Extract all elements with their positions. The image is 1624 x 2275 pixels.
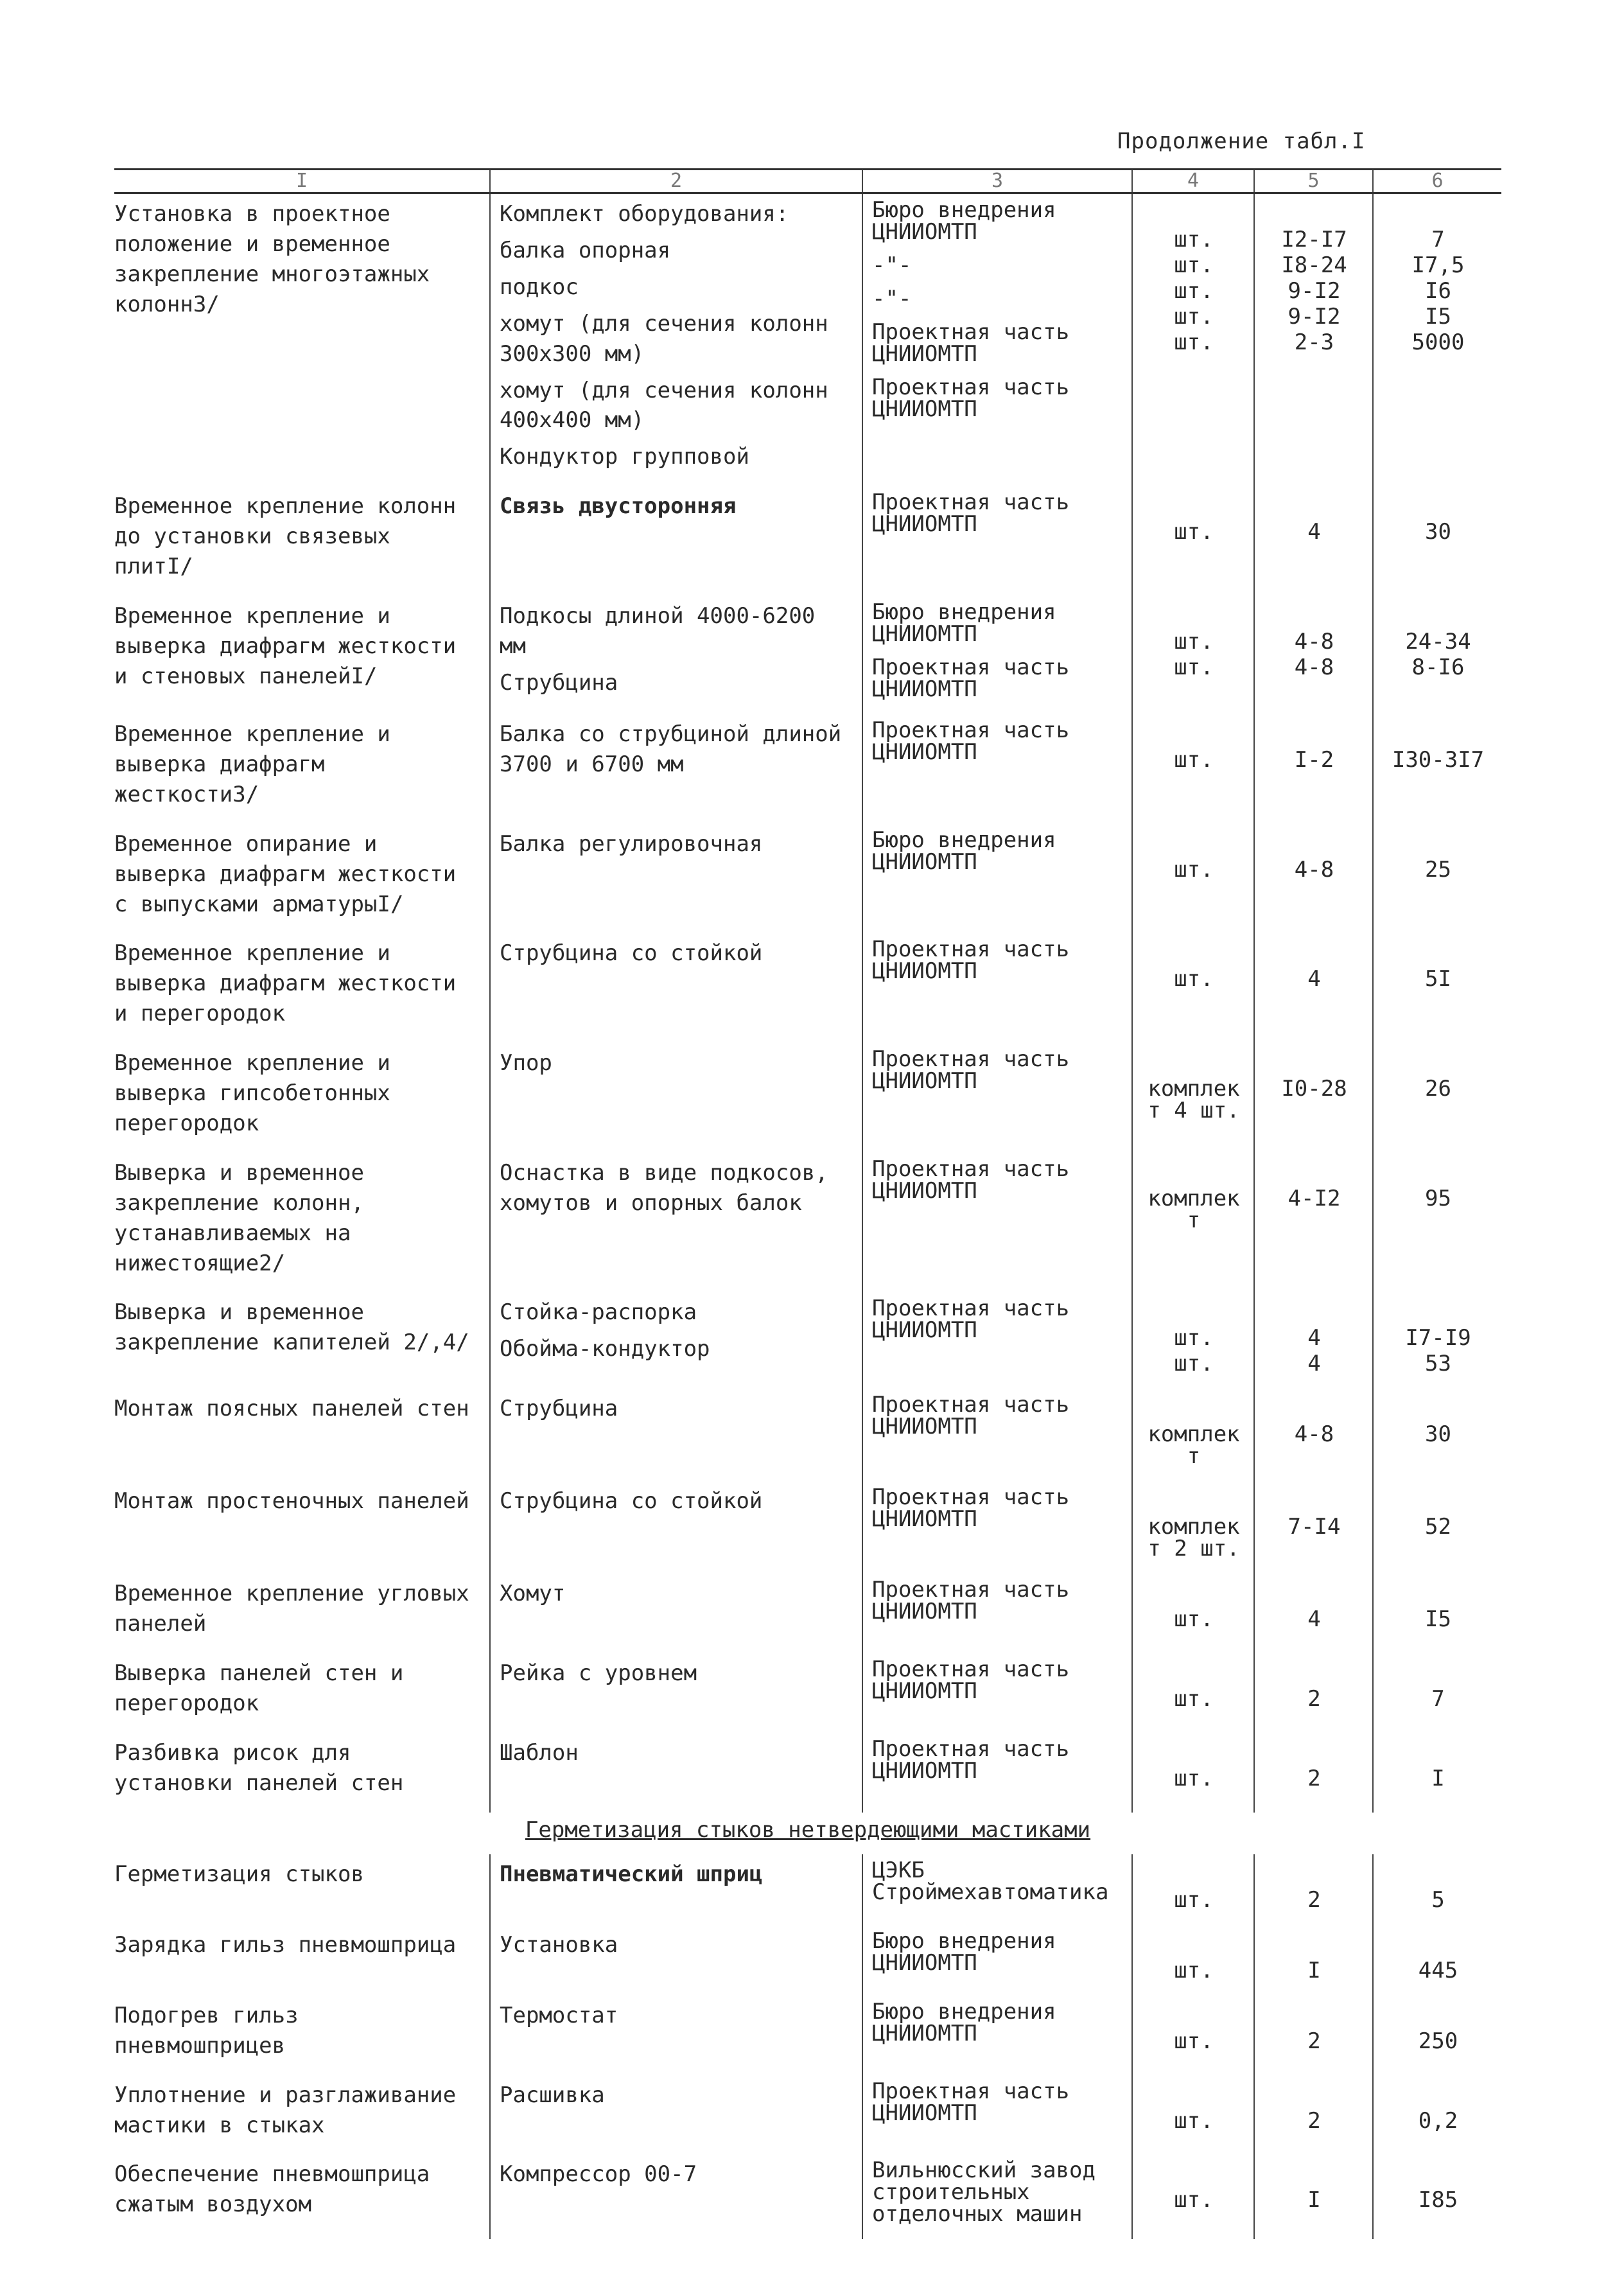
developer-organization: Проектная часть ЦНИИОМТП bbox=[872, 489, 1070, 538]
unit-of-measure: шт. bbox=[1174, 1351, 1214, 1377]
cost-value: 53 bbox=[1425, 1351, 1451, 1377]
developer-organization-cell bbox=[862, 1854, 1132, 1925]
quantity-cell bbox=[1254, 1043, 1373, 1153]
equipment-name-cell bbox=[490, 1389, 862, 1481]
unit-of-measure-cell bbox=[1132, 596, 1254, 714]
equipment-name-cell bbox=[490, 2075, 862, 2155]
equipment-name-cell bbox=[490, 1153, 862, 1293]
column-number: 2 bbox=[490, 170, 862, 193]
table-row bbox=[114, 1854, 1501, 1925]
developer-organization-cell bbox=[862, 1389, 1132, 1481]
developer-organization: Проектная часть ЦНИИОМТП bbox=[872, 1577, 1070, 1625]
cost-value-cell bbox=[1373, 2075, 1501, 2155]
developer-organization: Проектная часть ЦНИИОМТП bbox=[872, 2078, 1070, 2126]
cost-value: 26 bbox=[1425, 1076, 1451, 1102]
unit-of-measure-cell bbox=[1132, 1733, 1254, 1813]
equipment-name: Упор bbox=[500, 1050, 552, 1076]
developer-organization: Проектная часть ЦНИИОМТП bbox=[872, 717, 1070, 765]
developer-organization: -"- bbox=[872, 252, 912, 278]
quantity: 2 bbox=[1307, 1766, 1321, 1792]
work-description: Временное опирание и выверка диафрагм жесткости с выпусками арматурыI/ bbox=[114, 830, 457, 917]
unit-of-measure: комплект 2 шт. bbox=[1148, 1514, 1240, 1562]
work-description: Зарядка гильз пневмошприца bbox=[114, 1931, 457, 1958]
work-description: Уплотнение и разглаживание мастики в стыках bbox=[114, 2082, 457, 2138]
developer-organization: Проектная часть ЦНИИОМТП bbox=[872, 1392, 1070, 1440]
quantity: 2 bbox=[1307, 1886, 1321, 1913]
quantity: 4 bbox=[1307, 966, 1321, 992]
quantity: I bbox=[1307, 1957, 1321, 1983]
developer-organization: Проектная часть ЦНИИОМТП bbox=[872, 1155, 1070, 1204]
developer-organization-cell bbox=[862, 1043, 1132, 1153]
developer-organization-cell bbox=[862, 193, 1132, 487]
unit-of-measure-cell bbox=[1132, 933, 1254, 1043]
equipment-name: Рейка с уровнем bbox=[500, 1660, 697, 1687]
cost-value-cell bbox=[1373, 1481, 1501, 1574]
equipment-name: Пневматический шприц bbox=[500, 1861, 763, 1887]
quantity-cell bbox=[1254, 714, 1373, 824]
unit-of-measure: шт. bbox=[1174, 1325, 1214, 1351]
equipment-table bbox=[114, 168, 1501, 2239]
work-description: Временное крепление и выверка диафрагм жесткости и стеновых панелейI/ bbox=[114, 602, 457, 689]
cost-value-cell bbox=[1373, 714, 1501, 824]
cost-value-cell bbox=[1373, 2154, 1501, 2239]
equipment-name-cell bbox=[490, 1481, 862, 1574]
equipment-name-cell bbox=[490, 1733, 862, 1813]
cost-value: 52 bbox=[1425, 1514, 1451, 1540]
equipment-name-cell bbox=[490, 1574, 862, 1653]
quantity: 9-I2 bbox=[1288, 304, 1341, 329]
equipment-name: Хомут bbox=[500, 1581, 566, 1607]
cost-value-cell bbox=[1373, 596, 1501, 714]
unit-of-measure: шт. bbox=[1174, 2187, 1214, 2213]
work-description: Установка в проектное положение и временное закрепление многоэтажных колонн3/ bbox=[114, 201, 430, 317]
cost-value: I6 bbox=[1425, 278, 1451, 304]
table-row bbox=[114, 1574, 1501, 1653]
equipment-name-cell bbox=[490, 1925, 862, 1996]
quantity-cell bbox=[1254, 1854, 1373, 1925]
table-row bbox=[114, 933, 1501, 1043]
table-body-sealing bbox=[114, 1854, 1501, 2240]
cost-value: I5 bbox=[1425, 304, 1451, 329]
developer-organization: ЦЭКБ Строймехавтоматика bbox=[872, 1857, 1109, 1905]
unit-of-measure: шт. bbox=[1174, 304, 1214, 329]
equipment-name: Балка со струбциной длиной 3700 и 6700 мм bbox=[500, 721, 842, 777]
table-row bbox=[114, 1043, 1501, 1153]
unit-of-measure: шт. bbox=[1174, 2107, 1214, 2134]
developer-organization-cell bbox=[862, 2075, 1132, 2155]
work-description: Временное крепление колонн до установки связевых плитI/ bbox=[114, 493, 457, 580]
developer-organization-cell bbox=[862, 1153, 1132, 1293]
quantity: 4-8 bbox=[1294, 654, 1334, 680]
unit-of-measure-cell bbox=[1132, 1854, 1254, 1925]
equipment-name-cell bbox=[490, 1653, 862, 1733]
developer-organization-cell bbox=[862, 1996, 1132, 2075]
unit-of-measure: шт. bbox=[1174, 1766, 1214, 1792]
quantity-cell bbox=[1254, 193, 1373, 487]
equipment-name: хомут (для сечения колонн 400х400 мм) bbox=[500, 377, 828, 434]
unit-of-measure: шт. bbox=[1174, 856, 1214, 883]
cost-value-cell bbox=[1373, 1153, 1501, 1293]
table-row bbox=[114, 1733, 1501, 1813]
cost-value: I bbox=[1431, 1766, 1445, 1792]
unit-of-measure: шт. bbox=[1174, 2028, 1214, 2054]
quantity-cell bbox=[1254, 1733, 1373, 1813]
developer-organization: Бюро внедрения ЦНИИОМТП bbox=[872, 599, 1056, 647]
work-description: Монтаж поясных панелей стен bbox=[114, 1396, 469, 1422]
unit-of-measure-cell bbox=[1132, 824, 1254, 934]
equipment-name: Стойка-распорка bbox=[500, 1299, 697, 1326]
cost-value: 445 bbox=[1418, 1957, 1458, 1983]
table-row bbox=[114, 824, 1501, 934]
table-row bbox=[114, 1389, 1501, 1481]
developer-organization: -"- bbox=[872, 286, 912, 312]
developer-organization-cell bbox=[862, 1481, 1132, 1574]
quantity-cell bbox=[1254, 1925, 1373, 1996]
cost-value-cell bbox=[1373, 193, 1501, 487]
equipment-name: хомут (для сечения колонн 300х300 мм) bbox=[500, 310, 828, 367]
quantity-cell bbox=[1254, 1292, 1373, 1389]
cost-value: 5000 bbox=[1411, 329, 1465, 355]
unit-of-measure: шт. bbox=[1174, 628, 1214, 654]
column-number: 4 bbox=[1132, 170, 1254, 193]
equipment-name: Кондуктор групповой bbox=[500, 444, 749, 470]
quantity: 7-I4 bbox=[1288, 1514, 1341, 1540]
cost-value: I7-I9 bbox=[1405, 1325, 1471, 1351]
unit-of-measure: шт. bbox=[1174, 966, 1214, 992]
cost-value: I5 bbox=[1425, 1606, 1451, 1633]
cost-value: I30-3I7 bbox=[1392, 746, 1485, 773]
quantity-cell bbox=[1254, 1653, 1373, 1733]
cost-value-cell bbox=[1373, 824, 1501, 934]
cost-value: I7,5 bbox=[1411, 252, 1465, 278]
quantity: 2 bbox=[1307, 2028, 1321, 2054]
quantity: 4 bbox=[1307, 519, 1321, 545]
cost-value: 30 bbox=[1425, 1421, 1451, 1448]
equipment-name-cell bbox=[490, 1854, 862, 1925]
equipment-name: Подкосы длиной 4000-6200 мм bbox=[500, 602, 816, 659]
table-row bbox=[114, 1996, 1501, 2075]
table-continuation-label: Продолжение табл.I bbox=[1117, 128, 1366, 154]
quantity-cell bbox=[1254, 1389, 1373, 1481]
unit-of-measure: шт. bbox=[1174, 1686, 1214, 1712]
cost-value: 0,2 bbox=[1418, 2107, 1458, 2134]
equipment-name-cell bbox=[490, 1292, 862, 1389]
quantity: 4 bbox=[1307, 1325, 1321, 1351]
equipment-name: Балка регулировочная bbox=[500, 830, 763, 857]
quantity: 4-8 bbox=[1294, 628, 1334, 654]
work-description: Временное крепление и выверка гипсобетонных перегородок bbox=[114, 1050, 390, 1136]
equipment-name: Шаблон bbox=[500, 1740, 579, 1766]
section-row bbox=[114, 1813, 1501, 1854]
unit-of-measure: комплект bbox=[1148, 1185, 1240, 1233]
section-header-body bbox=[114, 1813, 1501, 1854]
equipment-name: Струбцина со стойкой bbox=[500, 1488, 763, 1515]
cost-value-cell bbox=[1373, 1996, 1501, 2075]
unit-of-measure-cell bbox=[1132, 193, 1254, 487]
cost-value: 30 bbox=[1425, 519, 1451, 545]
developer-organization: Проектная часть ЦНИИОМТП bbox=[872, 936, 1070, 985]
table-row bbox=[114, 714, 1501, 824]
cost-value-cell bbox=[1373, 1043, 1501, 1153]
developer-organization-cell bbox=[862, 1653, 1132, 1733]
developer-organization: Проектная часть ЦНИИОМТП bbox=[872, 1736, 1070, 1784]
work-description: Временное крепление и выверка диафрагм жесткости и перегородок bbox=[114, 940, 457, 1027]
unit-of-measure-cell bbox=[1132, 1153, 1254, 1293]
quantity: 2 bbox=[1307, 1686, 1321, 1712]
unit-of-measure: шт. bbox=[1174, 1886, 1214, 1913]
equipment-name-cell bbox=[490, 1043, 862, 1153]
cost-value-cell bbox=[1373, 1653, 1501, 1733]
work-description: Герметизация стыков bbox=[114, 1861, 364, 1887]
cost-value: I85 bbox=[1418, 2187, 1458, 2213]
cost-value: 250 bbox=[1418, 2028, 1458, 2054]
developer-organization-cell bbox=[862, 1292, 1132, 1389]
cost-value-cell bbox=[1373, 486, 1501, 596]
quantity-cell bbox=[1254, 1153, 1373, 1293]
table-row bbox=[114, 486, 1501, 596]
unit-of-measure-cell bbox=[1132, 1996, 1254, 2075]
quantity-cell bbox=[1254, 2075, 1373, 2155]
work-description: Разбивка рисок для установки панелей стен bbox=[114, 1740, 404, 1796]
work-description: Временное крепление угловых панелей bbox=[114, 1581, 469, 1637]
developer-organization-cell bbox=[862, 1925, 1132, 1996]
quantity-cell bbox=[1254, 1996, 1373, 2075]
table-row bbox=[114, 2154, 1501, 2239]
unit-of-measure-cell bbox=[1132, 1389, 1254, 1481]
table-row bbox=[114, 1153, 1501, 1293]
equipment-name-cell bbox=[490, 486, 862, 596]
equipment-name-cell bbox=[490, 193, 862, 487]
quantity: 4-8 bbox=[1294, 856, 1334, 883]
developer-organization: Проектная часть ЦНИИОМТП bbox=[872, 1484, 1070, 1533]
equipment-name: Струбцина bbox=[500, 1396, 618, 1422]
developer-organization-cell bbox=[862, 824, 1132, 934]
quantity: 2 bbox=[1307, 2107, 1321, 2134]
developer-organization-cell bbox=[862, 933, 1132, 1043]
work-description: Выверка и временное закрепление колонн, устанавливаемых на нижестоящие2/ bbox=[114, 1159, 364, 1276]
unit-of-measure: шт. bbox=[1174, 654, 1214, 680]
column-number: 5 bbox=[1254, 170, 1373, 193]
quantity: 9-I2 bbox=[1288, 278, 1341, 304]
cost-value-cell bbox=[1373, 1292, 1501, 1389]
unit-of-measure: шт. bbox=[1174, 1957, 1214, 1983]
quantity: 4-8 bbox=[1294, 1421, 1334, 1448]
unit-of-measure: шт. bbox=[1174, 519, 1214, 545]
equipment-name: Связь двусторонняя bbox=[500, 493, 737, 520]
cost-value: 7 bbox=[1431, 227, 1445, 252]
equipment-name: подкос bbox=[500, 274, 579, 300]
equipment-name: Установка bbox=[500, 1931, 618, 1958]
equipment-name-cell bbox=[490, 596, 862, 714]
cost-value-cell bbox=[1373, 1925, 1501, 1996]
developer-organization: Бюро внедрения ЦНИИОМТП bbox=[872, 1998, 1056, 2046]
unit-of-measure-cell bbox=[1132, 1481, 1254, 1574]
equipment-name: Струбцина со стойкой bbox=[500, 940, 763, 967]
work-description: Обеспечение пневмошприца сжатым воздухом bbox=[114, 2161, 430, 2218]
developer-organization: Проектная часть ЦНИИОМТП bbox=[872, 1296, 1070, 1344]
quantity: I8-24 bbox=[1281, 252, 1347, 278]
developer-organization-cell bbox=[862, 596, 1132, 714]
column-number: 6 bbox=[1373, 170, 1501, 193]
column-number: 3 bbox=[862, 170, 1132, 193]
equipment-table-container bbox=[114, 168, 1501, 2239]
unit-of-measure-cell bbox=[1132, 714, 1254, 824]
quantity: 4 bbox=[1307, 1606, 1321, 1633]
cost-value: 95 bbox=[1425, 1185, 1451, 1211]
table-row bbox=[114, 1481, 1501, 1574]
developer-organization: Бюро внедрения ЦНИИОМТП bbox=[872, 197, 1056, 245]
equipment-name-cell bbox=[490, 714, 862, 824]
unit-of-measure: шт. bbox=[1174, 329, 1214, 355]
developer-organization-cell bbox=[862, 1733, 1132, 1813]
quantity: I-2 bbox=[1294, 746, 1334, 773]
equipment-name: Расшивка bbox=[500, 2082, 605, 2108]
quantity-cell bbox=[1254, 2154, 1373, 2239]
equipment-name-cell bbox=[490, 824, 862, 934]
developer-organization: Проектная часть ЦНИИОМТП bbox=[872, 654, 1070, 702]
cost-value-cell bbox=[1373, 1574, 1501, 1653]
unit-of-measure: шт. bbox=[1174, 746, 1214, 773]
equipment-name: балка опорная bbox=[500, 237, 671, 263]
cost-value: 24-34 bbox=[1405, 628, 1471, 654]
column-number: I bbox=[114, 170, 490, 193]
cost-value: 7 bbox=[1431, 1686, 1445, 1712]
unit-of-measure-cell bbox=[1132, 1574, 1254, 1653]
unit-of-measure-cell bbox=[1132, 2154, 1254, 2239]
unit-of-measure-cell bbox=[1132, 2075, 1254, 2155]
equipment-name: Термостат bbox=[500, 2002, 618, 2028]
unit-of-measure-cell bbox=[1132, 1292, 1254, 1389]
developer-organization: Проектная часть ЦНИИОМТП bbox=[872, 1046, 1070, 1094]
equipment-name: Струбцина bbox=[500, 669, 618, 696]
cost-value-cell bbox=[1373, 1733, 1501, 1813]
cost-value: 8-I6 bbox=[1411, 654, 1465, 680]
quantity-cell bbox=[1254, 486, 1373, 596]
developer-organization: Вильнюсский завод строительных отделочных машин bbox=[872, 2157, 1096, 2227]
unit-of-measure: шт. bbox=[1174, 227, 1214, 252]
cost-value: 5 bbox=[1431, 1886, 1445, 1913]
developer-organization: Бюро внедрения ЦНИИОМТП bbox=[872, 1928, 1056, 1976]
unit-of-measure: шт. bbox=[1174, 278, 1214, 304]
quantity: 4-I2 bbox=[1288, 1185, 1341, 1211]
cost-value-cell bbox=[1373, 933, 1501, 1043]
developer-organization-cell bbox=[862, 486, 1132, 596]
column-number-row bbox=[114, 170, 1501, 193]
unit-of-measure: шт. bbox=[1174, 252, 1214, 278]
work-description: Выверка панелей стен и перегородок bbox=[114, 1660, 404, 1717]
unit-of-measure-cell bbox=[1132, 1925, 1254, 1996]
quantity-cell bbox=[1254, 1481, 1373, 1574]
quantity-cell bbox=[1254, 933, 1373, 1043]
cost-value-cell bbox=[1373, 1854, 1501, 1925]
equipment-name-cell bbox=[490, 933, 862, 1043]
developer-organization-cell bbox=[862, 714, 1132, 824]
work-description: Монтаж простеночных панелей bbox=[114, 1488, 469, 1515]
unit-of-measure-cell bbox=[1132, 486, 1254, 596]
table-row bbox=[114, 1925, 1501, 1996]
unit-of-measure: шт. bbox=[1174, 1606, 1214, 1633]
equipment-name-cell bbox=[490, 2154, 862, 2239]
cost-value: 5I bbox=[1425, 966, 1451, 992]
table-row bbox=[114, 193, 1501, 487]
unit-of-measure-cell bbox=[1132, 1043, 1254, 1153]
quantity: I2-I7 bbox=[1281, 227, 1347, 252]
work-description: Выверка и временное закрепление капителей 2/,4/ bbox=[114, 1299, 469, 1356]
cost-value-cell bbox=[1373, 1389, 1501, 1481]
developer-organization-cell bbox=[862, 2154, 1132, 2239]
section-title: Герметизация стыков нетвердеющими мастиками bbox=[525, 1816, 1091, 1843]
equipment-name: Компрессор 00-7 bbox=[500, 2161, 697, 2188]
table-body-main bbox=[114, 193, 1501, 1813]
quantity: 4 bbox=[1307, 1351, 1321, 1377]
developer-organization-cell bbox=[862, 1574, 1132, 1653]
cost-value: 25 bbox=[1425, 856, 1451, 883]
work-description: Подогрев гильз пневмошприцев bbox=[114, 2002, 299, 2059]
quantity: I0-28 bbox=[1281, 1076, 1347, 1102]
equipment-name-cell bbox=[490, 1996, 862, 2075]
developer-organization: Проектная часть ЦНИИОМТП bbox=[872, 374, 1070, 422]
unit-of-measure: комплект 4 шт. bbox=[1148, 1076, 1240, 1124]
quantity-cell bbox=[1254, 596, 1373, 714]
equipment-name: Комплект оборудования: bbox=[500, 201, 789, 227]
quantity: 2-3 bbox=[1294, 329, 1334, 355]
unit-of-measure-cell bbox=[1132, 1653, 1254, 1733]
quantity-cell bbox=[1254, 1574, 1373, 1653]
table-row bbox=[114, 2075, 1501, 2155]
work-description: Временное крепление и выверка диафрагм жесткости3/ bbox=[114, 721, 390, 807]
table-row bbox=[114, 1292, 1501, 1389]
developer-organization: Проектная часть ЦНИИОМТП bbox=[872, 1656, 1070, 1705]
table-row bbox=[114, 596, 1501, 714]
equipment-name: Обойма-кондуктор bbox=[500, 1336, 710, 1362]
developer-organization: Бюро внедрения ЦНИИОМТП bbox=[872, 827, 1056, 875]
unit-of-measure: комплект bbox=[1148, 1421, 1240, 1470]
equipment-name: Оснастка в виде подкосов, хомутов и опорных балок bbox=[500, 1159, 828, 1216]
quantity-cell bbox=[1254, 824, 1373, 934]
quantity: I bbox=[1307, 2187, 1321, 2213]
developer-organization: Проектная часть ЦНИИОМТП bbox=[872, 319, 1070, 367]
table-row bbox=[114, 1653, 1501, 1733]
